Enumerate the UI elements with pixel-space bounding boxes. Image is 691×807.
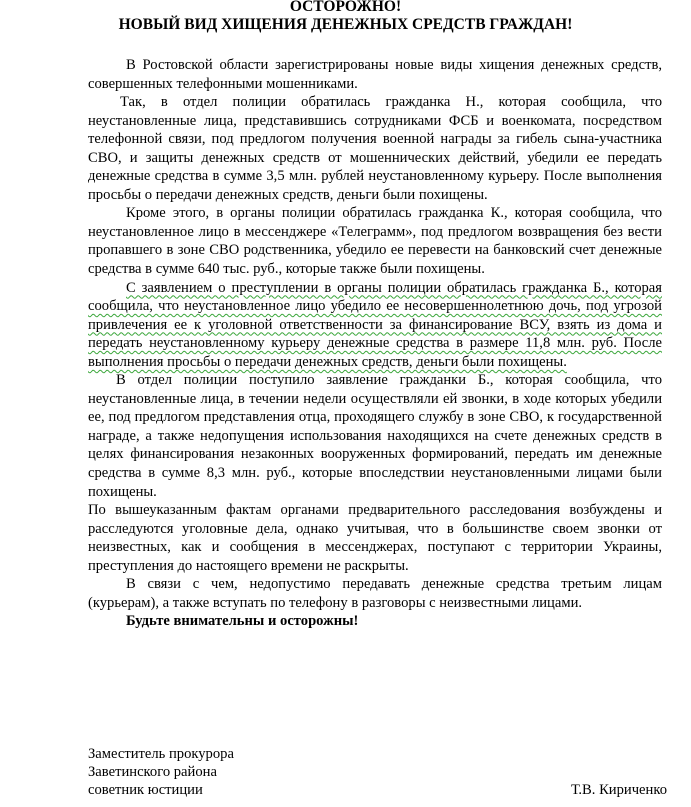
paragraph-case-b-father: В отдел полиции поступило заявление гражданки Б., которая сообщила, что неустановленные лица, в течении недели осуществляли ей звонки, в ходе которых убедили ее, под предлогом представления отца, проходящего службу в зоне СВО, к государственной награде, а также недопущения использования находящихся на счете денежных средств в целях финансирования незаконных вооруженных формирований, передать им денежные средства в сумме 8,3 млн. руб., которые впоследствии неустановленными лицами были похищены.	[88, 372, 662, 500]
paragraph-intro: В Ростовской области зарегистрированы новые виды хищения денежных средств, совершенных телефонными мошенниками.	[88, 57, 662, 92]
paragraph-case-b-daughter	[88, 279, 662, 372]
paragraph-recommendation: В связи с чем, недопустимо передавать денежные средства третьим лицам (курьерам), а также вступать по телефону в разговоры с неизвестными лицами.	[88, 576, 662, 611]
document-body	[88, 56, 662, 631]
document-title: НОВЫЙ ВИД ХИЩЕНИЯ ДЕНЕЖНЫХ СРЕДСТВ ГРАЖДАН!	[118, 16, 573, 33]
warning-text: Будьте внимательны и осторожны!	[126, 613, 359, 630]
paragraph-case-n: Так, в отдел полиции обратилась гражданка Н., которая сообщила, что неустановленные лица, представившись сотрудниками ФСБ и военкомата, посредством телефонной связи, под предлогом получения военной награды за гибель сына-участника СВО, и защиты денежных средств от мошеннических действий, убедили ее передать денежные средства в сумме 3,5 млн. рублей неустановленному курьеру. После выполнения просьбы о передачи денежных средств, деньги были похищены.	[88, 94, 662, 203]
signature-district: Заветинского района	[88, 764, 217, 780]
paragraph-investigation: По вышеуказанным фактам органами предварительного расследования возбуждены и расследуются уголовные дела, однако учитывая, что в большинстве своем звонки от неизвестных, как и сообщения в мессенджерах, поступают с территории Украины, преступления до настоящего времени не раскрыты.	[88, 502, 662, 574]
signature-position: Заместитель прокурора	[88, 746, 234, 762]
highlighted-text: С заявлением о преступлении в органы полиции обратилась гражданка Б., которая сообщила, что неустановленное лицо убедило ее несовершеннолетнюю дочь, под угрозой привлечения ее к уголовной ответственности за финансирование ВСУ, взять из дома и передать неустановленному курьеру денежные средства в размере 11,8 млн. руб. После выполнения просьбы о передачи денежных средств, деньги были похищены.	[88, 279, 662, 370]
signature-name: Т.В. Кириченко	[570, 782, 667, 798]
signature-rank: советник юстиции	[88, 782, 203, 798]
paragraph-case-k: Кроме этого, в органы полиции обратилась гражданка К., которая сообщила, что неустановленное лицо в мессенджере «Телеграмм», под предлогом возвращения без вести пропавшего в зоне СВО родственника, убедило ее перевести на банковский счет денежные средства в сумме 640 тыс. руб., которые также были похищены.	[88, 205, 662, 278]
document-title-caution: ОСТОРОЖНО!	[289, 0, 402, 15]
